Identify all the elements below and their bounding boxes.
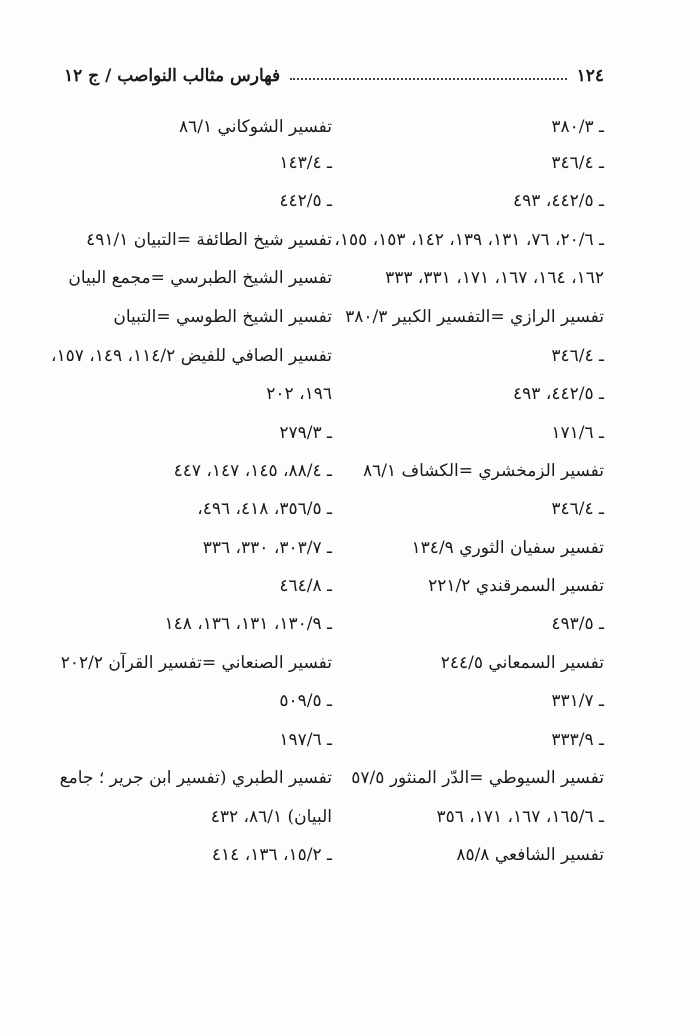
index-entry: ـ ١٥/٢، ١٣٦، ٤١٤: [211, 845, 332, 865]
index-entry: ـ ٤٤٢/٥: [279, 191, 332, 211]
dotted-leader: [290, 78, 566, 80]
index-entry: ـ ٨٨/٤، ١٤٥، ١٤٧، ٤٤٧: [173, 461, 332, 481]
running-head: [64, 60, 604, 86]
index-entry: ـ ٣٤٦/٤: [551, 499, 604, 519]
index-entry: تفسير السمعاني ٢٤٤/٥: [440, 653, 604, 673]
index-entry: تفسير الشيخ الطوسي =التبيان: [113, 307, 332, 327]
index-entry: ـ ٢٠/٦، ٧٦، ١٣١، ١٣٩، ١٤٢، ١٥٣، ١٥٥،: [334, 230, 604, 250]
index-entry: ـ ١٩٧/٦: [279, 730, 332, 750]
index-entry: ـ ٣٤٦/٤: [551, 153, 604, 173]
index-entry: ١٦٢، ١٦٤، ١٦٧، ١٧١، ٣٣١، ٣٣٣: [385, 268, 604, 288]
page-number: ١٢٤: [576, 66, 604, 86]
index-entry: ـ ٥٠٩/٥: [279, 691, 332, 711]
index-entry: ـ ٣٣١/٧: [551, 691, 604, 711]
index-entry: تفسير الصافي للفيض ١١٤/٢، ١٤٩، ١٥٧،: [50, 346, 332, 366]
index-entry: ـ ٣٣٣/٩: [551, 730, 604, 750]
index-entry: ـ ٤٤٢/٥، ٤٩٣: [513, 191, 604, 211]
index-entry: تفسير الصنعاني =تفسير القرآن ٢٠٢/٢: [60, 653, 332, 673]
index-entry: تفسير السيوطي =الدّر المنثور ٥٧/٥: [351, 768, 604, 788]
index-entry: تفسير الطبري (تفسير ابن جرير ؛ جامع: [59, 768, 332, 788]
index-entry: ـ ٢٧٩/٣: [279, 423, 332, 443]
index-entry: ـ ١٤٣/٤: [279, 153, 332, 173]
index-entry: تفسير سفيان الثوري ١٣٤/٩: [411, 538, 604, 558]
index-entry: ـ ١٦٥/٦، ١٦٧، ١٧١، ٣٥٦: [436, 807, 604, 827]
index-entry: ـ ٣٨٠/٣: [551, 117, 604, 137]
index-entry: ـ ١٧١/٦: [551, 423, 604, 443]
index-entry: ـ ٣٤٦/٤: [551, 346, 604, 366]
index-entry: ـ ٤٤٢/٥، ٤٩٣: [513, 384, 604, 404]
index-entry: تفسير السمرقندي ٢٢١/٢: [428, 576, 604, 596]
index-entry: ـ ٤٩٣/٥: [551, 614, 604, 634]
running-head-title: فهارس مثالب النواصب / ج ١٢: [64, 66, 281, 86]
index-entry: تفسير شيخ الطائفة =التبيان ٤٩١/١: [86, 230, 332, 250]
index-entry: ـ ٤٦٤/٨: [279, 576, 332, 596]
index-entry: تفسير الشافعي ٨٥/٨: [456, 845, 604, 865]
index-entry: ١٩٦، ٢٠٢: [266, 384, 332, 404]
index-entry: تفسير الرازي =التفسير الكبير ٣٨٠/٣: [345, 307, 604, 327]
index-entry: تفسير الشوكاني ٨٦/١: [179, 117, 332, 137]
index-entry: البيان) ٨٦/١، ٤٣٢: [210, 807, 332, 827]
index-entry: تفسير الزمخشري =الكشاف ٨٦/١: [362, 461, 604, 481]
index-entry: ـ ٣٥٦/٥، ٤١٨، ٤٩٦،: [197, 499, 332, 519]
index-entry: ـ ٣٠٣/٧، ٣٣٠، ٣٣٦: [202, 538, 332, 558]
index-entry: تفسير الشيخ الطبرسي =مجمع البيان: [68, 268, 332, 288]
index-entry: ـ ١٣٠/٩، ١٣١، ١٣٦، ١٤٨: [164, 614, 332, 634]
